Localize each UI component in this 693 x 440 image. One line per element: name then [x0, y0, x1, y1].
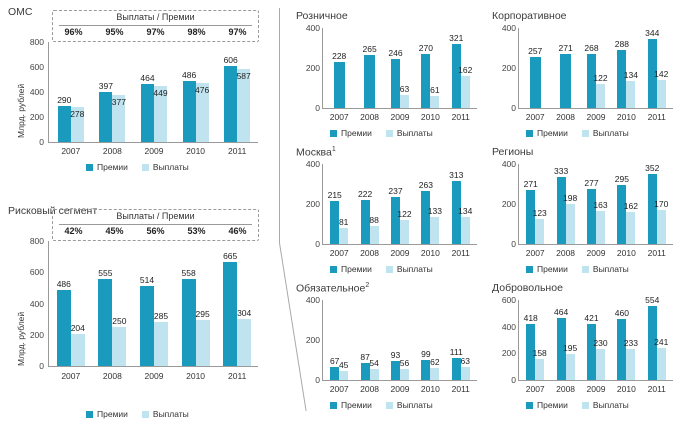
- footnote-marker: 2: [365, 282, 370, 289]
- bar-premium: 222: [361, 200, 370, 244]
- bar-premium: 665: [223, 262, 237, 366]
- bar-payout: 449: [154, 86, 167, 142]
- chart-korporativnoe: [492, 24, 678, 144]
- ratio-values-riskovyi: 42% 45% 56% 53% 46%: [64, 226, 247, 236]
- bar-payout: 476: [196, 83, 209, 143]
- bar-payout: 133: [430, 217, 439, 244]
- chart-panel-riskovyi: [8, 205, 270, 425]
- chart-moskva: [296, 160, 482, 280]
- legend-item-premiums[interactable]: Премии: [526, 128, 568, 138]
- bar-group: [50, 241, 92, 366]
- bar-premium: 555: [98, 279, 112, 366]
- chart-panel-moskva: [296, 146, 482, 281]
- legend-swatch-payouts: [582, 130, 589, 137]
- bar-group: [133, 241, 175, 366]
- y-axis-moskva: 0 200 400: [305, 159, 320, 249]
- legend-item-payouts[interactable]: Выплаты: [142, 162, 189, 172]
- bar-premium: 271: [526, 190, 535, 244]
- bar-payout: 134: [461, 217, 470, 244]
- legend-swatch-payouts: [386, 266, 393, 273]
- bar-payout: 63: [461, 367, 470, 380]
- bar-group: [175, 42, 217, 142]
- bars-dobrovolnoe: [520, 295, 672, 380]
- chart-panel-regiony: [492, 146, 678, 281]
- bar-premium: 460: [617, 319, 626, 380]
- bar-group: [92, 42, 134, 142]
- bar-payout: 163: [596, 211, 605, 244]
- column-divider: [279, 8, 280, 243]
- ratio-values-oms: 96% 95% 97% 98% 97%: [64, 27, 247, 37]
- y-axis-dobrovolnoe: 0 200 400 600: [501, 295, 516, 385]
- y-axis-line-roznichnoe: [322, 28, 323, 108]
- bar-payout: 250: [112, 327, 126, 366]
- bar-premium: 558: [182, 279, 196, 366]
- bar-group: [642, 295, 672, 380]
- legend-swatch-payouts: [142, 411, 149, 418]
- legend-swatch-payouts: [386, 130, 393, 137]
- bar-premium: 421: [587, 324, 596, 380]
- chart-roznichnoe: [296, 24, 482, 144]
- bar-group: [520, 164, 550, 244]
- panel-title-moskva: Москва$^1$: [296, 146, 336, 159]
- bar-payout: 230: [596, 349, 605, 380]
- bar-payout: 62: [430, 368, 439, 380]
- bar-group: [581, 300, 611, 380]
- bars-moskva: [324, 164, 476, 244]
- bar-payout: 204: [71, 334, 85, 366]
- bar-premium: 265: [364, 55, 375, 108]
- x-labels-regiony: 2007 2008 2009 2010 2011: [525, 248, 666, 258]
- bar-premium: 263: [421, 191, 430, 244]
- ratio-box-oms: [52, 10, 259, 42]
- legend-item-payouts[interactable]: Выплаты: [386, 400, 433, 410]
- bar-payout: 142: [657, 80, 666, 108]
- legend-item-premiums[interactable]: Премии: [86, 409, 128, 419]
- y-axis-riskovyi: 0 200 400 600 800: [29, 236, 44, 371]
- x-axis-line-obyazatelnoe: [322, 380, 477, 381]
- bar-group: [446, 164, 476, 244]
- legend-item-payouts[interactable]: Выплаты: [582, 264, 629, 274]
- bar-group: [354, 300, 384, 380]
- x-axis-line-regiony: [518, 244, 673, 245]
- bar-payout: 304: [237, 319, 251, 367]
- bar-payout: 377: [112, 95, 125, 142]
- bars-regiony: [520, 164, 672, 244]
- bar-premium: 237: [391, 197, 400, 244]
- y-axis-line-dobrovolnoe: [518, 300, 519, 380]
- chart-dobrovolnoe: [492, 296, 678, 421]
- bar-premium: 486: [183, 81, 196, 142]
- x-labels-obyazatelnoe: 2007 2008 2009 2010 2011: [329, 384, 470, 394]
- bar-payout: 295: [196, 320, 210, 366]
- bar-premium: 271: [560, 54, 571, 108]
- x-axis-line-moskva: [322, 244, 477, 245]
- bar-group: [175, 241, 217, 366]
- bar-premium: 290: [58, 106, 71, 142]
- legend-riskovyi: [86, 409, 189, 419]
- bar-premium: 352: [648, 174, 657, 244]
- bar-payout: 61: [430, 96, 439, 108]
- x-labels-dobrovolnoe: 2007 2008 2009 2010 2011: [525, 384, 666, 394]
- ratio-title-oms: Выплаты / Премии: [116, 12, 195, 22]
- bar-premium: 486: [57, 290, 71, 366]
- bar-premium: 418: [526, 324, 535, 380]
- bar-group: [92, 241, 134, 366]
- legend-item-payouts[interactable]: Выплаты: [582, 400, 629, 410]
- bar-premium: 333: [557, 177, 566, 244]
- legend-swatch-premiums: [86, 411, 93, 418]
- bar-payout: 123: [535, 219, 544, 244]
- x-labels-moskva: 2007 2008 2009 2010 2011: [329, 248, 470, 258]
- bar-group: [415, 164, 445, 244]
- y-axis-line-moskva: [322, 164, 323, 244]
- legend-roznichnoe: [330, 128, 433, 138]
- x-labels-roznichnoe: 2007 2008 2009 2010 2011: [329, 112, 470, 122]
- legend-item-premiums[interactable]: Премии: [330, 400, 372, 410]
- bar-premium: 277: [587, 189, 596, 244]
- bar-premium: 288: [617, 50, 626, 108]
- legend-item-premiums[interactable]: Премии: [526, 400, 568, 410]
- legend-moskva: [330, 264, 433, 274]
- bar-premium: 554: [648, 306, 657, 380]
- bar-premium: 111: [452, 358, 461, 380]
- legend-item-payouts[interactable]: Выплаты: [386, 128, 433, 138]
- bar-premium: 464: [557, 318, 566, 380]
- bars-roznichnoe: [324, 28, 476, 108]
- bar-group: [354, 28, 384, 108]
- legend-swatch-payouts: [582, 266, 589, 273]
- legend-item-premiums[interactable]: Премии: [330, 128, 372, 138]
- bar-payout: 162: [626, 212, 635, 244]
- footnote-marker: 1: [331, 146, 336, 153]
- legend-regiony: [526, 264, 629, 274]
- bar-payout: 587: [237, 69, 250, 142]
- panel-title-regiony: Регионы: [492, 146, 534, 158]
- bars-korporativnoe: [520, 28, 672, 108]
- legend-swatch-premiums: [526, 402, 533, 409]
- bar-payout: 241: [657, 348, 666, 380]
- bar-group: [611, 300, 641, 380]
- bar-group: [520, 300, 550, 380]
- bar-premium: 215: [330, 201, 339, 244]
- y-axis-label-riskovyi: Млрд. рублей: [16, 311, 26, 366]
- bar-group: [446, 300, 476, 380]
- legend-swatch-payouts: [582, 402, 589, 409]
- panel-title-riskovyi: Рисковый сегмент: [8, 205, 98, 217]
- bar-group: [611, 28, 641, 108]
- bar-premium: 464: [141, 84, 154, 142]
- panel-title-korporativnoe: Корпоративное: [492, 10, 567, 22]
- legend-swatch-payouts: [386, 402, 393, 409]
- legend-item-payouts[interactable]: Выплаты: [142, 409, 189, 419]
- legend-oms: [86, 162, 189, 172]
- bars-riskovyi: [50, 241, 258, 366]
- legend-obyazatelnoe: [330, 400, 433, 410]
- bars-obyazatelnoe: [324, 300, 476, 380]
- bar-premium: 270: [421, 54, 430, 108]
- bar-payout: 81: [339, 228, 348, 244]
- legend-item-premiums[interactable]: Премии: [330, 264, 372, 274]
- bar-payout: 278: [71, 107, 84, 142]
- bar-group: [415, 300, 445, 380]
- bar-payout: 162: [461, 76, 470, 108]
- bar-premium: 514: [140, 286, 154, 366]
- ratio-title-riskovyi: Выплаты / Премии: [116, 211, 195, 221]
- x-axis-line-korporativnoe: [518, 108, 673, 109]
- bar-group: [550, 300, 580, 380]
- bar-group: [581, 164, 611, 244]
- bar-group: [50, 42, 92, 142]
- bar-group: [550, 28, 580, 108]
- bar-premium: 268: [587, 54, 596, 108]
- legend-swatch-premiums: [330, 402, 337, 409]
- x-labels-riskovyi: 2007 2008 2009 2010 2011: [61, 371, 247, 381]
- bar-group: [550, 164, 580, 244]
- bar-group: [385, 28, 415, 108]
- x-labels-korporativnoe: 2007 2008 2009 2010 2011: [525, 112, 666, 122]
- legend-swatch-premiums: [330, 130, 337, 137]
- bar-payout: 134: [626, 81, 635, 108]
- ratio-box-riskovyi: [52, 209, 259, 241]
- bar-group: [520, 28, 550, 108]
- legend-swatch-payouts: [142, 164, 149, 171]
- bar-payout: 56: [400, 369, 409, 380]
- bar-group: [133, 42, 175, 142]
- bar-payout: 122: [400, 220, 409, 244]
- panel-title-obyazatelnoe: Обязательное$^2$: [296, 282, 370, 295]
- bar-payout: 54: [370, 369, 379, 380]
- bar-premium: 67: [330, 367, 339, 380]
- bar-premium: 313: [452, 181, 461, 244]
- bar-premium: 93: [391, 361, 400, 380]
- legend-item-premiums[interactable]: Премии: [86, 162, 128, 172]
- bar-group: [642, 28, 672, 108]
- bar-group: [324, 164, 354, 244]
- bars-oms: [50, 42, 258, 142]
- y-axis-line-riskovyi: [48, 241, 49, 366]
- bar-group: [611, 164, 641, 244]
- bar-payout: 45: [339, 371, 348, 380]
- bar-payout: 63: [400, 95, 409, 108]
- x-axis-line-roznichnoe: [322, 108, 477, 109]
- chart-obyazatelnoe: [296, 296, 482, 421]
- panel-title-oms: ОМС: [8, 6, 33, 18]
- bar-premium: 246: [391, 59, 400, 108]
- bar-premium: 344: [648, 39, 657, 108]
- bar-payout: 158: [535, 359, 544, 380]
- bar-group: [216, 42, 258, 142]
- x-labels-oms: 2007 2008 2009 2010 2011: [61, 146, 247, 156]
- bar-premium: 295: [617, 185, 626, 244]
- panel-title-dobrovolnoe: Добровольное: [492, 282, 563, 294]
- x-axis-line-riskovyi: [48, 366, 258, 367]
- y-axis-roznichnoe: 0 200 400: [305, 23, 320, 113]
- bar-premium: 321: [452, 44, 461, 108]
- chart-panel-korporativnoe: [492, 10, 678, 145]
- chart-panel-dobrovolnoe: [492, 282, 678, 422]
- bar-group: [415, 28, 445, 108]
- y-axis-obyazatelnoe: 0 200 400: [305, 295, 320, 385]
- bar-group: [354, 164, 384, 244]
- legend-item-premiums[interactable]: Премии: [526, 264, 568, 274]
- legend-item-payouts[interactable]: Выплаты: [582, 128, 629, 138]
- bar-payout: 122: [596, 84, 605, 108]
- y-axis-label-oms: Млрд. рублей: [16, 83, 26, 138]
- bar-premium: 99: [421, 360, 430, 380]
- bar-payout: 88: [370, 226, 379, 244]
- x-axis-line-dobrovolnoe: [518, 380, 673, 381]
- legend-swatch-premiums: [526, 266, 533, 273]
- bar-premium: 228: [334, 62, 345, 108]
- chart-panel-oms: [8, 6, 270, 172]
- bar-payout: 170: [657, 210, 666, 244]
- bar-premium: 87: [361, 363, 370, 380]
- bar-group: [324, 28, 354, 108]
- y-axis-korporativnoe: 0 200 400: [501, 23, 516, 113]
- legend-item-payouts[interactable]: Выплаты: [386, 264, 433, 274]
- legend-swatch-premiums: [86, 164, 93, 171]
- y-axis-line-obyazatelnoe: [322, 300, 323, 380]
- bar-premium: 397: [99, 92, 112, 142]
- bar-group: [324, 300, 354, 380]
- chart-panel-obyazatelnoe: [296, 282, 482, 422]
- bar-payout: 285: [154, 322, 168, 367]
- legend-swatch-premiums: [526, 130, 533, 137]
- legend-korporativnoe: [526, 128, 629, 138]
- legend-swatch-premiums: [330, 266, 337, 273]
- bar-premium: 606: [224, 66, 237, 142]
- bar-group: [446, 28, 476, 108]
- y-axis-line-regiony: [518, 164, 519, 244]
- y-axis-regiony: 0 200 400: [501, 159, 516, 249]
- bar-payout: 195: [566, 354, 575, 380]
- bar-group: [216, 241, 258, 366]
- y-axis-oms: 0 200 400 600 800: [29, 37, 44, 147]
- bar-premium: 257: [530, 57, 541, 108]
- chart-regiony: [492, 160, 678, 280]
- legend-dobrovolnoe: [526, 400, 629, 410]
- y-axis-line-oms: [48, 42, 49, 142]
- bar-group: [642, 164, 672, 244]
- bar-payout: 233: [626, 349, 635, 380]
- bar-payout: 198: [566, 204, 575, 244]
- chart-panel-roznichnoe: [296, 10, 482, 145]
- x-axis-line-oms: [48, 142, 258, 143]
- y-axis-line-korporativnoe: [518, 28, 519, 108]
- panel-title-roznichnoe: Розничное: [296, 10, 348, 22]
- bar-group: [385, 164, 415, 244]
- bar-group: [581, 28, 611, 108]
- bar-group: [385, 300, 415, 380]
